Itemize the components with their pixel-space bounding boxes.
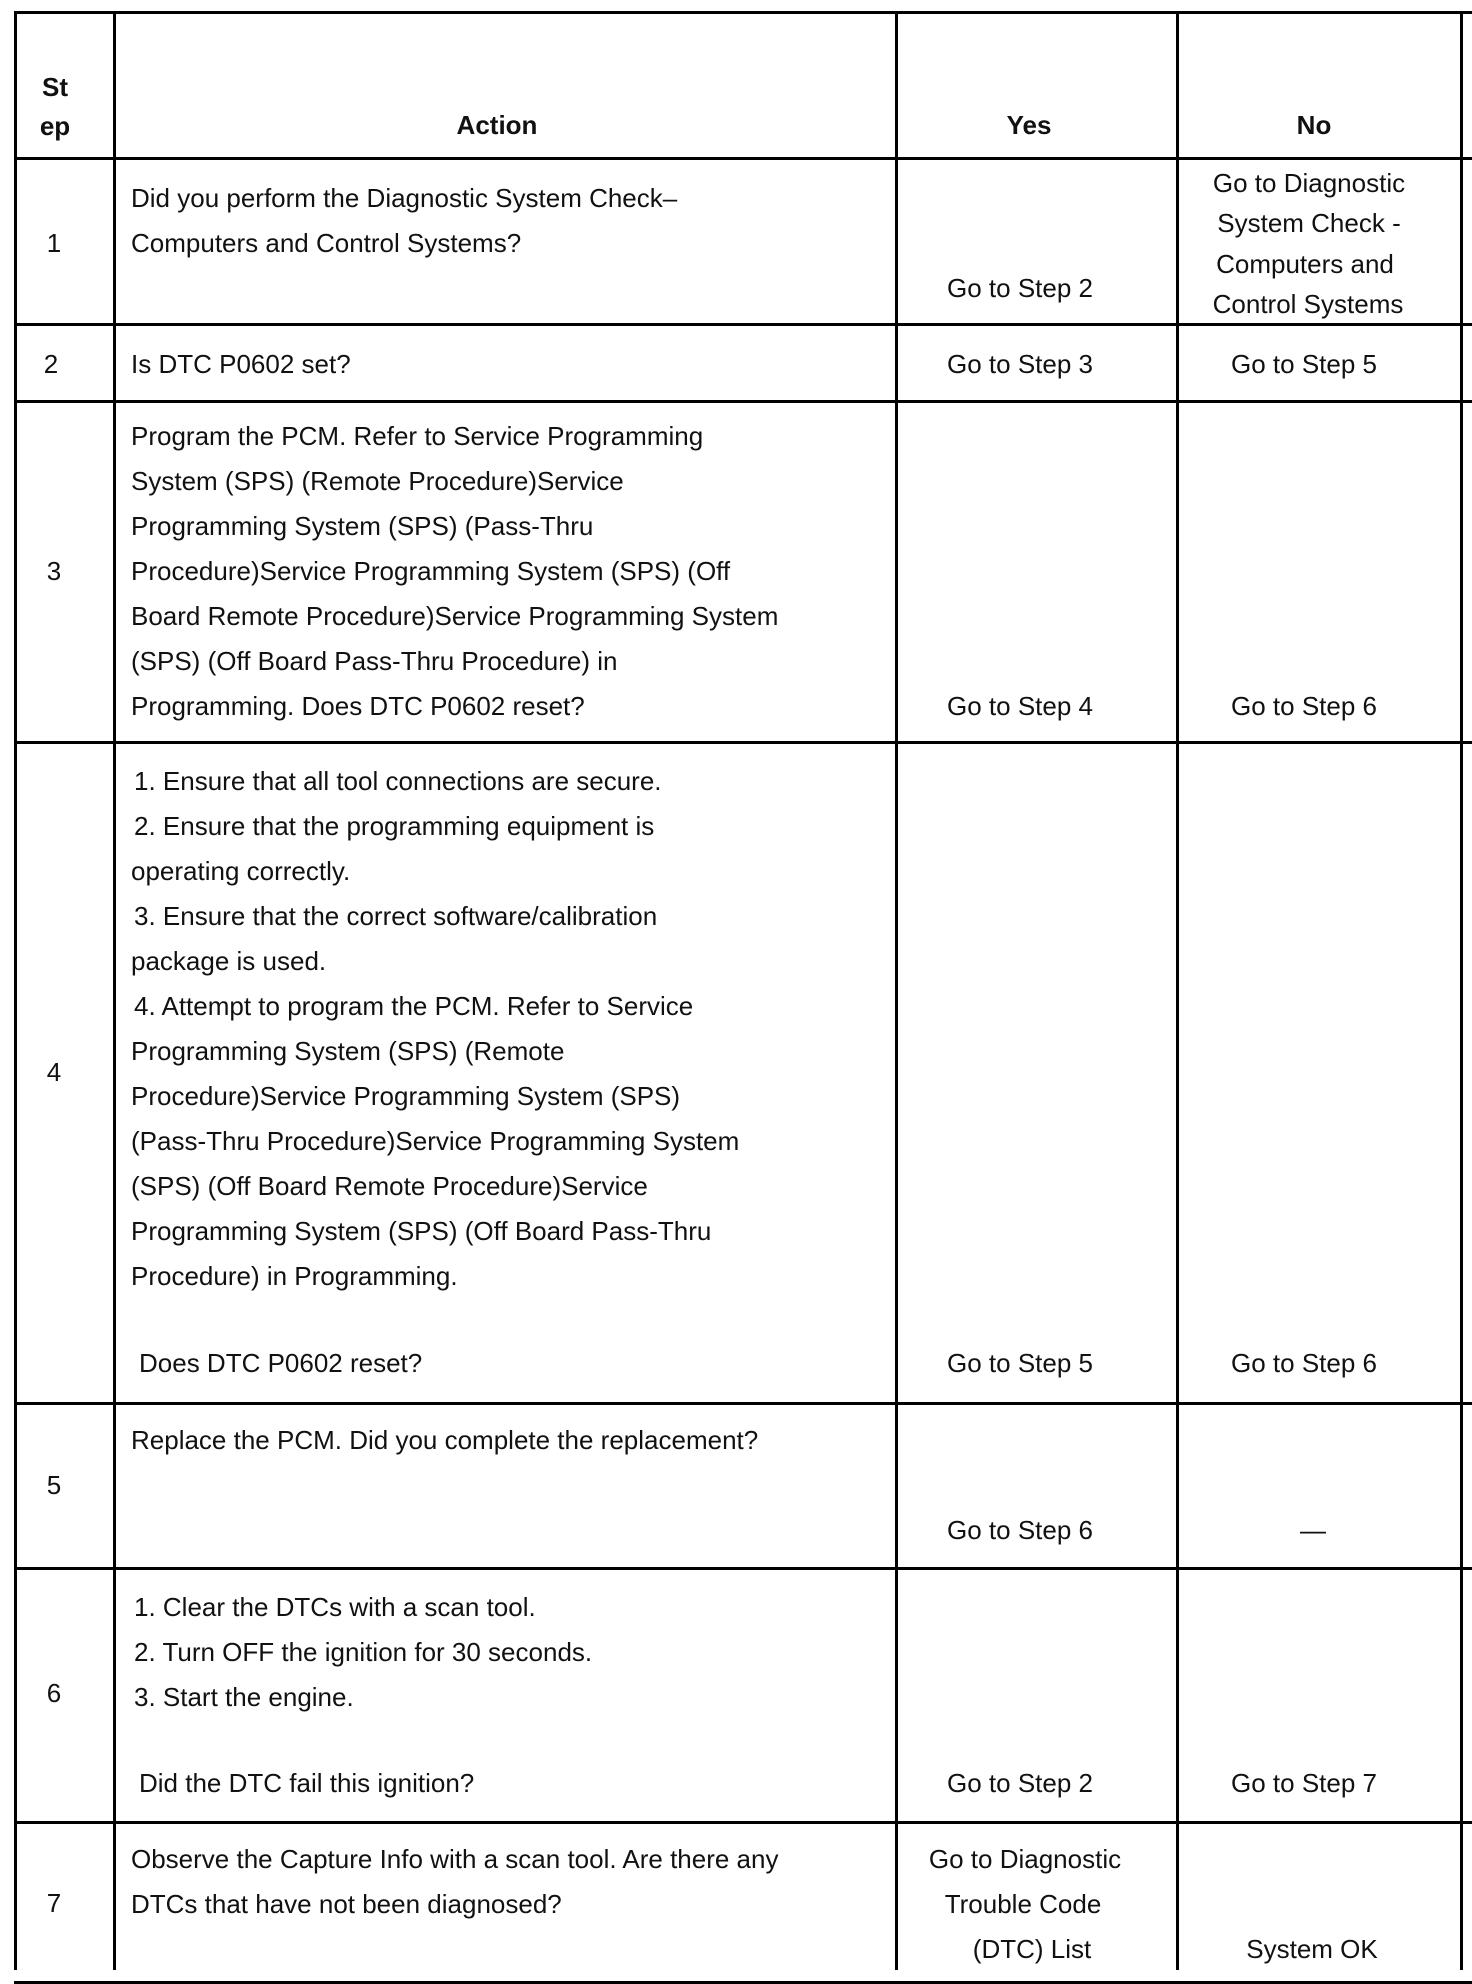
step-number: 4 [46, 1057, 62, 1087]
yes-result: Go to Step 4 [947, 691, 1093, 721]
no-result: System Check - [1217, 208, 1401, 238]
action-text: Is DTC P0602 set? [131, 349, 351, 379]
no-result: System OK [1246, 1934, 1378, 1964]
action-text: Programming. Does DTC P0602 reset? [131, 691, 585, 721]
action-text: Does DTC P0602 reset? [139, 1348, 423, 1378]
row-divider [14, 1402, 1472, 1405]
header-step-line1: St [42, 72, 68, 102]
no-result: — [1300, 1515, 1326, 1545]
action-text: System (SPS) (Remote Procedure)Service [131, 466, 624, 496]
yes-result: Go to Step 2 [947, 1768, 1093, 1798]
action-text: package is used. [131, 946, 327, 976]
yes-result: Go to Step 2 [947, 273, 1093, 303]
table-border-right [1460, 11, 1463, 1970]
header-no: No [1296, 110, 1332, 140]
action-text: Programming System (SPS) (Off Board Pass-Thru [131, 1216, 712, 1246]
action-text: (SPS) (Off Board Pass-Thru Procedure) in [131, 646, 618, 676]
step-number: 7 [46, 1888, 62, 1918]
step-number: 3 [46, 556, 62, 586]
action-text: Observe the Capture Info with a scan tool. Are there any [131, 1844, 779, 1874]
action-text: 1. Ensure that all tool connections are secure. [134, 766, 662, 796]
header-action: Action [456, 110, 538, 140]
row-divider [14, 741, 1472, 744]
column-divider [895, 11, 898, 1970]
yes-result: Go to Diagnostic [928, 1844, 1122, 1874]
action-text: (SPS) (Off Board Remote Procedure)Service [131, 1171, 648, 1201]
column-divider [113, 11, 116, 1970]
action-text: Programming System (SPS) (Pass-Thru [131, 511, 594, 541]
step-number: 5 [46, 1470, 62, 1500]
no-result: Go to Step 5 [1231, 349, 1377, 379]
no-result: Go to Step 7 [1231, 1768, 1377, 1798]
action-text: Replace the PCM. Did you complete the replacement? [131, 1425, 759, 1455]
row-divider [14, 323, 1472, 326]
column-divider [1176, 11, 1179, 1970]
step-number: 2 [43, 349, 59, 379]
no-result: Go to Step 6 [1231, 1348, 1377, 1378]
no-result: Control Systems [1212, 289, 1404, 319]
step-number: 1 [46, 228, 62, 258]
row-divider [14, 1567, 1472, 1570]
action-text: Did the DTC fail this ignition? [139, 1768, 475, 1798]
yes-result: Go to Step 6 [947, 1515, 1093, 1545]
action-text: 1. Clear the DTCs with a scan tool. [134, 1592, 536, 1622]
action-text: Computers and Control Systems? [131, 228, 522, 258]
action-text: Procedure)Service Programming System (SPS) (Off [131, 556, 731, 586]
no-result: Computers and [1216, 249, 1394, 279]
action-text: 2. Ensure that the programming equipment is [134, 811, 655, 841]
action-text: Board Remote Procedure)Service Programming System [131, 601, 779, 631]
header-step-line2: ep [39, 111, 71, 141]
action-text: Programming System (SPS) (Remote [131, 1036, 565, 1066]
row-divider [14, 1821, 1472, 1824]
table-border-left [14, 11, 17, 1970]
table-border-top [14, 11, 1472, 14]
action-text: Did you perform the Diagnostic System Check– [131, 183, 678, 213]
yes-result: Trouble Code [944, 1889, 1102, 1919]
action-text: 4. Attempt to program the PCM. Refer to Service [134, 991, 694, 1021]
action-text: Program the PCM. Refer to Service Programming [131, 421, 704, 451]
action-text: 3. Ensure that the correct software/calibration [134, 901, 658, 931]
no-result: Go to Step 6 [1231, 691, 1377, 721]
row-divider [14, 400, 1472, 403]
row-divider [14, 157, 1472, 160]
action-text: Procedure)Service Programming System (SPS) [131, 1081, 681, 1111]
action-text: DTCs that have not been diagnosed? [131, 1889, 562, 1919]
action-text: (Pass-Thru Procedure)Service Programming System [131, 1126, 740, 1156]
action-text: 3. Start the engine. [134, 1682, 354, 1712]
action-text: Procedure) in Programming. [131, 1261, 458, 1291]
yes-result: Go to Step 3 [947, 349, 1093, 379]
action-text: operating correctly. [131, 856, 351, 886]
no-result: Go to Diagnostic [1212, 168, 1406, 198]
yes-result: (DTC) List [972, 1934, 1092, 1964]
yes-result: Go to Step 5 [947, 1348, 1093, 1378]
header-yes: Yes [1006, 110, 1052, 140]
action-text: 2. Turn OFF the ignition for 30 seconds. [134, 1637, 593, 1667]
step-number: 6 [46, 1678, 62, 1708]
